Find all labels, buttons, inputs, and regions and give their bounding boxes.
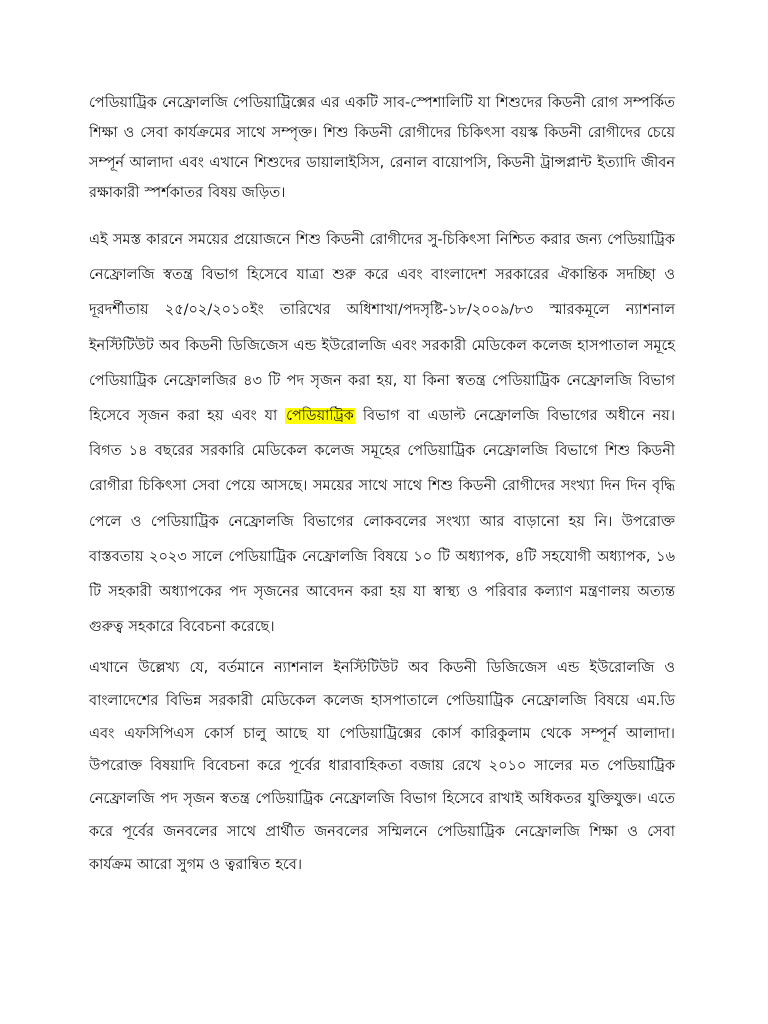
highlighted-word: পেডিয়াট্রিক	[286, 408, 354, 425]
paragraph-history-text-before: এই সমস্ত কারনে সময়ের প্রয়োজনে শিশু কিডনী রোগীদের সু-চিকিৎসা নিশ্চিত করার জন্য পেডিয়াট্রিক নেফ্রোলজি স্বতন্ত্র বিভাগ হিসেবে যাত্রা শুরু করে এবং বাংলাদেশ সরকারের ঐকান্তিক সদচ্ছিা ও দূরদর্শীতায় ২৫/০২/২০১০ইং তারিখের অধিশাখা/পদসৃষ্টি-১৮/২০০৯/৮৩ স্মারকমূলে ন্যাশনাল ইনস্টিটিউট অব কিডনী ডিজিজেস এন্ড ইউরোলজি এবং সরকারী মেডিকেল কলেজ হাসপাতাল সমূহে পেডিয়াট্রিক নেফ্রোলজির ৪৩ টি পদ সৃজন করা হয়, যা কিনা স্বতন্ত্র পেডিয়াট্রিক নেফ্রোলজি বিভাগ হিসেবে সৃজন করা হয় এবং যা	[89, 232, 675, 425]
paragraph-history	[89, 223, 675, 645]
paragraph-conclusion: এখানে উল্লেখ্য যে, বর্তমানে ন্যাশনাল ইনস্টিটিউট অব কিডনী ডিজিজেস এন্ড ইউরোলজি ও বাংলাদেশের বিভিন্ন সরকারী মেডিকেল কলেজ হাসপাতালে পেডিয়াট্রিক নেফ্রোলজি বিষয়ে এম.ডি এবং এফসিপিএস কোর্স চালু আছে যা পেডিয়াট্রিক্সের কোর্স কারিকুলাম থেকে সম্পূর্ন আলাদা। উপরোক্ত বিষয়াদি বিবেচনা করে পূর্বের ধারাবাহিকতা বজায় রেখে ২০১০ সালের মত পেডিয়াট্রিক নেফ্রোলজি পদ সৃজন স্বতন্ত্র পেডিয়াট্রিক নেফ্রোলজি বিভাগ হিসেবে রাখাই অধিকতর যুক্তিযুক্ত। এতে করে পূর্বের জনবলের সাথে প্রার্থীত জনবলের সম্মিলনে পেডিয়াট্রিক নেফ্রোলজি শিক্ষা ও সেবা কার্যক্রম আরো সুগম ও ত্বরান্বিত হবে।	[89, 660, 675, 873]
paragraph-intro: পেডিয়াট্রিক নেফ্রোলজি পেডিয়াট্রিক্সের এর একটি সাব-স্পেশালিটি যা শিশুদের কিডনী রোগ সম্পর্কিত শিক্ষা ও সেবা কার্যক্রমের সাথে সম্পৃক্ত। শিশু কিডনী রোগীদের চিকিৎসা বয়স্ক কিডনী রোগীদের চেয়ে সম্পূর্ন আলাদা এবং এখানে শিশুদের ডায়ালাইসিস, রেনাল বায়োপসি, কিডনী ট্রান্সপ্লান্ট ইত্যাদি জীবন রক্ষাকারী স্পর্শকাতর বিষয় জড়িত।	[89, 95, 675, 201]
paragraph-history-text-after: বিভাগ বা এডাল্ট নেফ্রোলজি বিভাগের অধীনে নয়। বিগত ১৪ বছরের সরকারি মেডিকেল কলেজ সমূহের পেডিয়াট্রিক নেফ্রোলজি বিভাগে শিশু কিডনী রোগীরা চিকিৎসা সেবা পেয়ে আসছে। সময়ের সাথে সাথে শিশু কিডনী রোগীদের সংখ্যা দিন দিন বৃদ্ধি পেলে ও পেডিয়াট্রিক নেফ্রোলজি বিভাগের লোকবলের সংখ্যা আর বাড়ানো হয় নি। উপরোক্ত বাস্তবতায় ২০২৩ সালে পেডিয়াট্রিক নেফ্রোলজি বিষয়ে ১০ টি অধ্যাপক, ৪টি সহযোগী অধ্যাপক, ১৬ টি সহকারী অধ্যাপকের পদ সৃজনের আবেদন করা হয় যা স্বাস্থ্য ও পরিবার কল্যাণ মন্ত্রণালয় অত্যন্ত গুরুত্ব সহকারে বিবেচনা করেছে।	[89, 408, 676, 636]
